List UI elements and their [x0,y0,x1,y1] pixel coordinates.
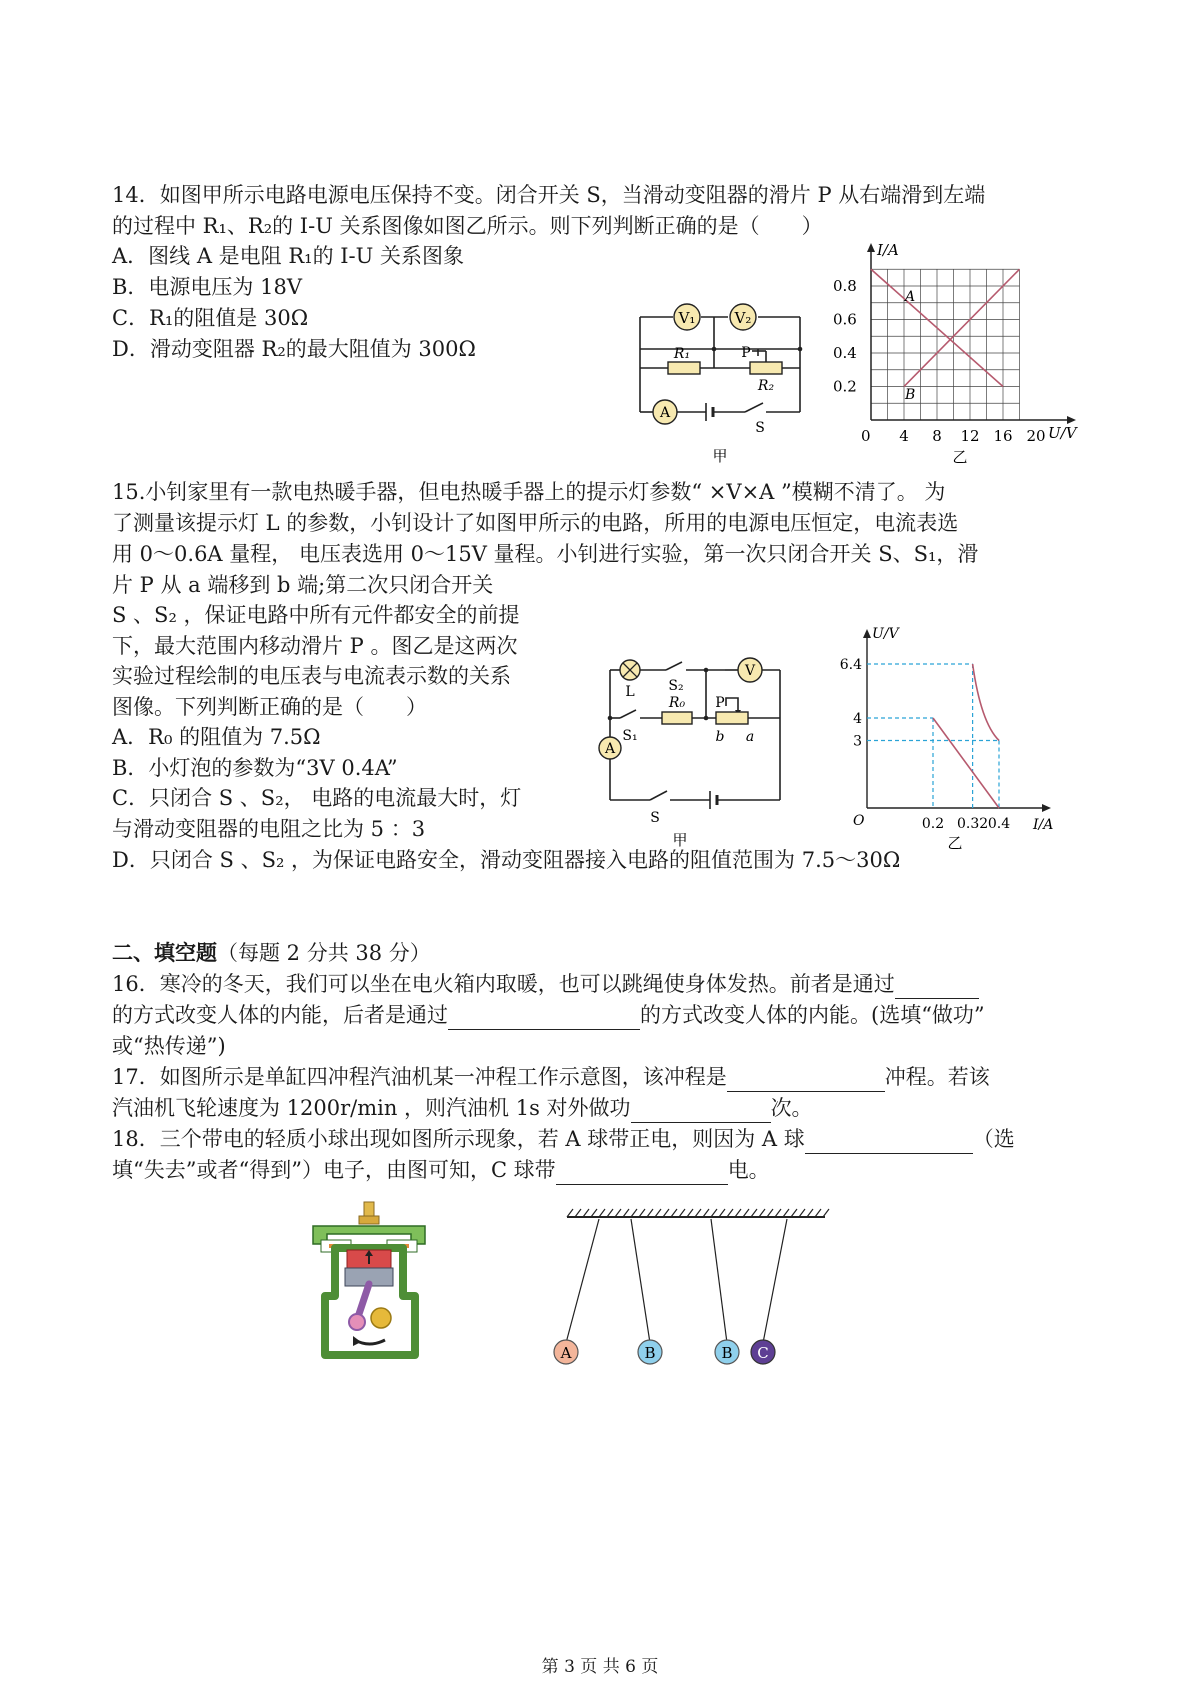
q14-resistor-r1 [668,362,700,374]
q18-text-1a: 18．三个带电的轻质小球出现如图所示现象，若 A 球带正电，则因为 A 球 [112,1127,805,1151]
q14-graph-label-b: B [905,387,916,403]
ceiling-hatch [711,1209,717,1217]
q18-line2 [112,1155,770,1185]
q15-stem-line2: 了测量该提示灯 L 的参数，小钊设计了如图甲所示的电路，所用的电源电压恒定，电流表选 [112,511,959,535]
q14-graph-label-a: A [905,289,916,305]
q16-line2 [112,1000,985,1030]
q17-text-1a: 17．如图所示是单缸四冲程汽油机某一冲程工作示意图，该冲程是 [112,1065,727,1089]
ceiling-hatch [775,1209,781,1217]
ceiling-hatch [735,1209,741,1217]
q17-line1 [112,1062,990,1092]
q15-rheostat [716,712,748,724]
q15-junction-dot [704,668,709,673]
q15-voltmeter-label: V [744,663,756,679]
q15-lamp-label: L [625,684,635,700]
q18-text-2a: 填“失去”或者“得到”）电子，由图可知，C 球带 [112,1158,556,1182]
q17-blank-2[interactable] [631,1100,771,1123]
q16-blank-2[interactable] [448,1007,640,1030]
q14-rheostat-r2 [750,362,782,374]
q14-stem-line2: 的过程中 R₁、R₂的 I-U 关系图像如图乙所示。则下列判断正确的是（ ） [112,214,823,238]
q14-option-a: A．图线 A 是电阻 R₁的 I-U 关系图象 [112,244,465,268]
ceiling-hatch [583,1209,589,1217]
q15-graph-xlabel: I/A [1033,817,1054,833]
q15-x-axis-arrow-icon [1042,804,1051,812]
q17-text-2a: 汽油机飞轮速度为 1200r/min ，则汽油机 1s 对外做功 [112,1096,631,1120]
q15-y-tick-label: 4 [853,711,862,727]
ceiling-hatch [791,1209,797,1217]
q15-graph-ylabel: U/V [872,626,899,642]
q14-x-tick-label: 16 [993,427,1013,445]
q18-text-1b: （选 [972,1127,1015,1151]
q14-slider-p-label: P [741,345,751,361]
q14-option-b: B．电源电压为 18V [112,275,302,299]
thread-b1 [631,1219,650,1343]
q14-option-c: C．R₁的阻值是 30Ω [112,306,309,330]
q15-s2-label: S₂ [668,678,684,694]
ceiling-hatch [743,1209,749,1217]
q16-text-2b: 的方式改变人体的内能。(选填“做功” [640,1003,985,1027]
ceiling-hatch [639,1209,645,1217]
q14-junction-dot [798,347,803,352]
q15-y-axis-arrow-icon [863,629,871,638]
q17-blank-1[interactable] [727,1069,885,1092]
q15-stem-line7: 实验过程绘制的电压表与电流表示数的关系 [112,664,511,688]
ceiling-hatch [807,1209,813,1217]
ball-c-label: C [757,1344,769,1362]
q15-stem-line4: 片 P 从 a 端移到 b 端;第二次只闭合开关 [112,573,494,597]
ceiling-hatch [799,1209,805,1217]
ceiling-hatch [575,1209,581,1217]
q15-x-tick-label: 0.4 [987,816,1011,832]
q14-r1-label: R₁ [673,346,691,362]
q16-line3: 或“热传递”) [112,1034,226,1058]
q15-junction-dot [608,716,613,721]
q14-y-tick-label: 0.2 [833,377,857,396]
ceiling-hatch [719,1209,725,1217]
q15-y-tick-label: 3 [853,733,862,750]
q15-r0-label: R₀ [668,695,686,711]
q15-option-c-line1: C．只闭合 S 、S₂， 电路的电流最大时，灯 [112,786,522,810]
section-2-note: （每题 2 分共 38 分） [217,941,431,965]
ceiling-hatch [679,1209,685,1217]
q14-x-tick-label: 20 [1026,427,1046,445]
q14-circuit-caption: 甲 [712,447,728,465]
q14-option-d: D．滑动变阻器 R₂的最大阻值为 300Ω [112,337,476,361]
q15-lamp-curve [973,664,999,741]
q14-graph-origin: 0 [861,427,871,445]
q17-text-1b: 冲程。若该 [884,1065,990,1089]
ceiling-hatch [687,1209,693,1217]
q15-resistor-r0 [662,712,692,724]
ball-b1-label: B [644,1344,656,1362]
ceiling-hatch [631,1209,637,1217]
q14-switch-label: S [755,420,765,436]
ceiling-hatch [607,1209,613,1217]
q15-option-c-line2: 与滑动变阻器的电阻之比为 5 ：3 [112,817,426,841]
q14-x-tick-label: 8 [932,427,942,445]
q14-y-tick-label: 0.4 [833,344,857,362]
q15-s1-label: S₁ [622,728,638,744]
ceiling-hatch [823,1209,829,1217]
q14-graph-ylabel: I/A [877,241,899,259]
q15-rheostat-line [933,718,999,808]
ceiling-hatch [751,1209,757,1217]
ball-b2-label: B [721,1344,733,1362]
q15-slider-p-label: P [715,695,725,711]
q14-iu-graph [830,240,1095,465]
q15-ui-graph [835,620,1075,850]
q15-end-a-label: a [745,729,755,745]
ceiling-hatch [615,1209,621,1217]
q15-ammeter-label: A [604,741,616,757]
q14-voltmeter-v2-label: V₂ [734,309,752,327]
ceiling-hatch [727,1209,733,1217]
engine-stroke-illustration [305,1200,455,1370]
crank-pin-icon [349,1314,365,1330]
q15-x-tick-label: 0.2 [921,816,945,832]
q15-option-d: D．只闭合 S 、S₂ ，为保证电路安全，滑动变阻器接入电路的阻值范围为 7.5～30Ω [112,848,901,872]
thread-a [566,1219,599,1343]
thread-c [763,1219,787,1343]
q15-option-b: B．小灯泡的参数为“3V 0.4A” [112,756,398,780]
q17-line2 [112,1093,813,1123]
thread-b2 [711,1219,727,1343]
q14-y-tick-label: 0.8 [833,277,857,295]
q15-option-a: A．R₀ 的阻值为 7.5Ω [112,725,321,749]
section-2-heading [112,938,431,968]
ball-a-label: A [560,1344,572,1362]
q15-switch-label: S [650,810,660,826]
q18-text-2b: 电。 [727,1158,770,1182]
q15-y-tick-label: 6.4 [839,657,862,673]
q14-graph-xlabel: U/V [1048,424,1077,442]
spark-plug-base [359,1216,379,1224]
q18-blank-2[interactable] [556,1162,728,1185]
ceiling-hatch [703,1209,709,1217]
ceiling-hatch [671,1209,677,1217]
ceiling-hatch [815,1209,821,1217]
q14-voltmeter-v1-label: V₁ [678,309,696,327]
q17-text-2b: 次。 [770,1096,813,1120]
q18-blank-1[interactable] [805,1131,973,1154]
q14-stem-line1: 14．如图甲所示电路电源电压保持不变。闭合开关 S，当滑动变阻器的滑片 P 从右端滑到左端 [112,183,986,207]
ceiling-hatch [783,1209,789,1217]
q14-junction-dot [712,347,717,352]
q15-stem-line5: S 、S₂ ，保证电路中所有元件都安全的前提 [112,603,520,627]
crankshaft-icon [371,1308,391,1328]
ceiling-hatch [767,1209,773,1217]
page-footer: 第 3 页 共 6 页 [541,1657,659,1677]
q15-end-b-label: b [715,729,725,745]
ceiling-hatch [599,1209,605,1217]
q15-graph-caption: 乙 [947,834,963,850]
q14-r2-label: R₂ [757,378,775,394]
q18-line1 [112,1124,1015,1154]
q15-stem-line1: 15.小钊家里有一款电热暖手器，但电热暖手器上的提示灯参数“ ×V×A ”模糊不清了。 为 [112,480,946,504]
q16-text-2a: 的方式改变人体的内能，后者是通过 [112,1003,448,1027]
q14-x-tick-label: 12 [960,427,980,445]
q15-graph-origin: O [853,813,865,829]
q15-junction-dot [704,716,709,721]
ceiling-hatch [695,1209,701,1217]
q15-circuit-caption: 甲 [672,831,688,849]
ceiling-hatch [663,1209,669,1217]
q14-ammeter-label: A [659,405,671,421]
q15-stem-line8: 图像。下列判断正确的是（ ） [112,695,427,719]
ceiling-hatch [759,1209,765,1217]
q14-line-b [904,269,1020,386]
q15-stem-line3: 用 0～0.6A 量程， 电压表选用 0～15V 量程。小钊进行实验，第一次只闭合开关 S、S₁，滑 [112,542,979,566]
ceiling-hatch [623,1209,629,1217]
ceiling-hatch [591,1209,597,1217]
q14-y-tick-label: 0.6 [833,310,857,329]
q14-circuit-diagram [630,296,810,466]
q14-graph-caption: 乙 [952,448,968,465]
section-2-title: 二、填空题 [112,940,217,965]
ceiling-hatch [567,1209,573,1217]
q16-blank-1[interactable] [895,976,979,999]
charged-balls-illustration [545,1200,835,1380]
q14-y-axis-arrow-icon [867,243,875,252]
q14-x-tick-label: 4 [899,427,909,445]
ceiling-hatch [655,1209,661,1217]
q15-stem-line6: 下，最大范围内移动滑片 P 。图乙是这两次 [112,634,518,658]
q16-text-1: 16．寒冷的冬天，我们可以坐在电火箱内取暖，也可以跳绳使身体发热。前者是通过 [112,972,895,996]
q15-circuit-diagram [590,650,790,850]
q15-x-tick-label: 0.32 [957,816,989,832]
q14-x-axis-arrow-icon [1067,416,1076,424]
ceiling-hatch [647,1209,653,1217]
q16-line1 [112,969,979,999]
